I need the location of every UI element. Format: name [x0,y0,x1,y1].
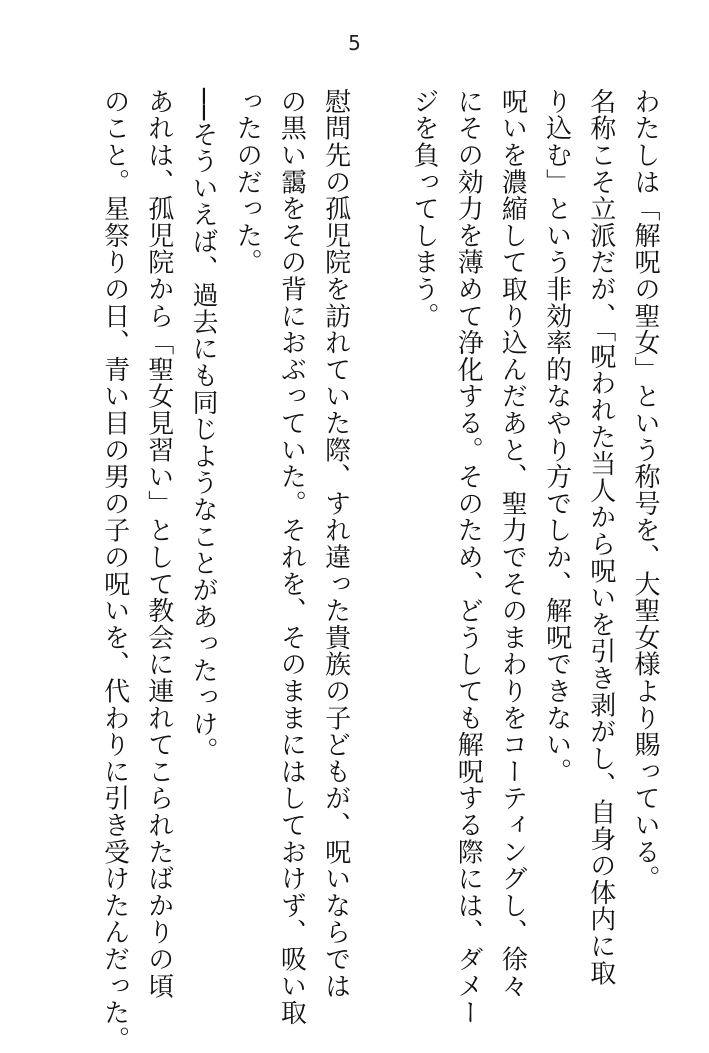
text-column: のこと。星祭りの日、青い目の男の子の呪いを、代わりに引き受けたんだった。 [99,88,130,1053]
text-column: 名称こそ立派だが、「呪われた当人から呪いを引き剥がし、自身の体内に取 [585,88,616,987]
text-column: 呪いを濃縮して取り込んだあと、聖力でそのまわりをコーティングし、徐々 [497,88,528,1000]
text-column: あれは、孤児院から「聖女見習い」として教会に連れてこられたばかりの頃 [143,88,174,1000]
text-column: 慰問先の孤児院を訪れていた際、すれ違った貴族の子どもが、呪いならでは [320,88,351,1000]
text-column: の黒い靄をその背におぶっていた。それを、そのままにはしておけず、吸い取 [276,88,307,1026]
text-column: ──そういえば、過去にも同じようなことがあったっけ。 [187,88,218,765]
page-number: 5 [348,31,361,55]
blank-column [358,88,402,968]
text-column: り込む」という非効率的なやり方でしか、解呪できない。 [541,88,572,785]
text-column: ジを負ってしまう。 [408,88,439,330]
text-column: ったのだった。 [232,88,263,276]
body-text [27,88,667,1053]
text-column: わたしは「解呪の聖女」という称号を、大聖女様より賜っている。 [630,88,660,892]
text-column: にその効力を薄めて浄化する。そのため、どうしても解呪する際には、ダメー [453,88,484,1026]
